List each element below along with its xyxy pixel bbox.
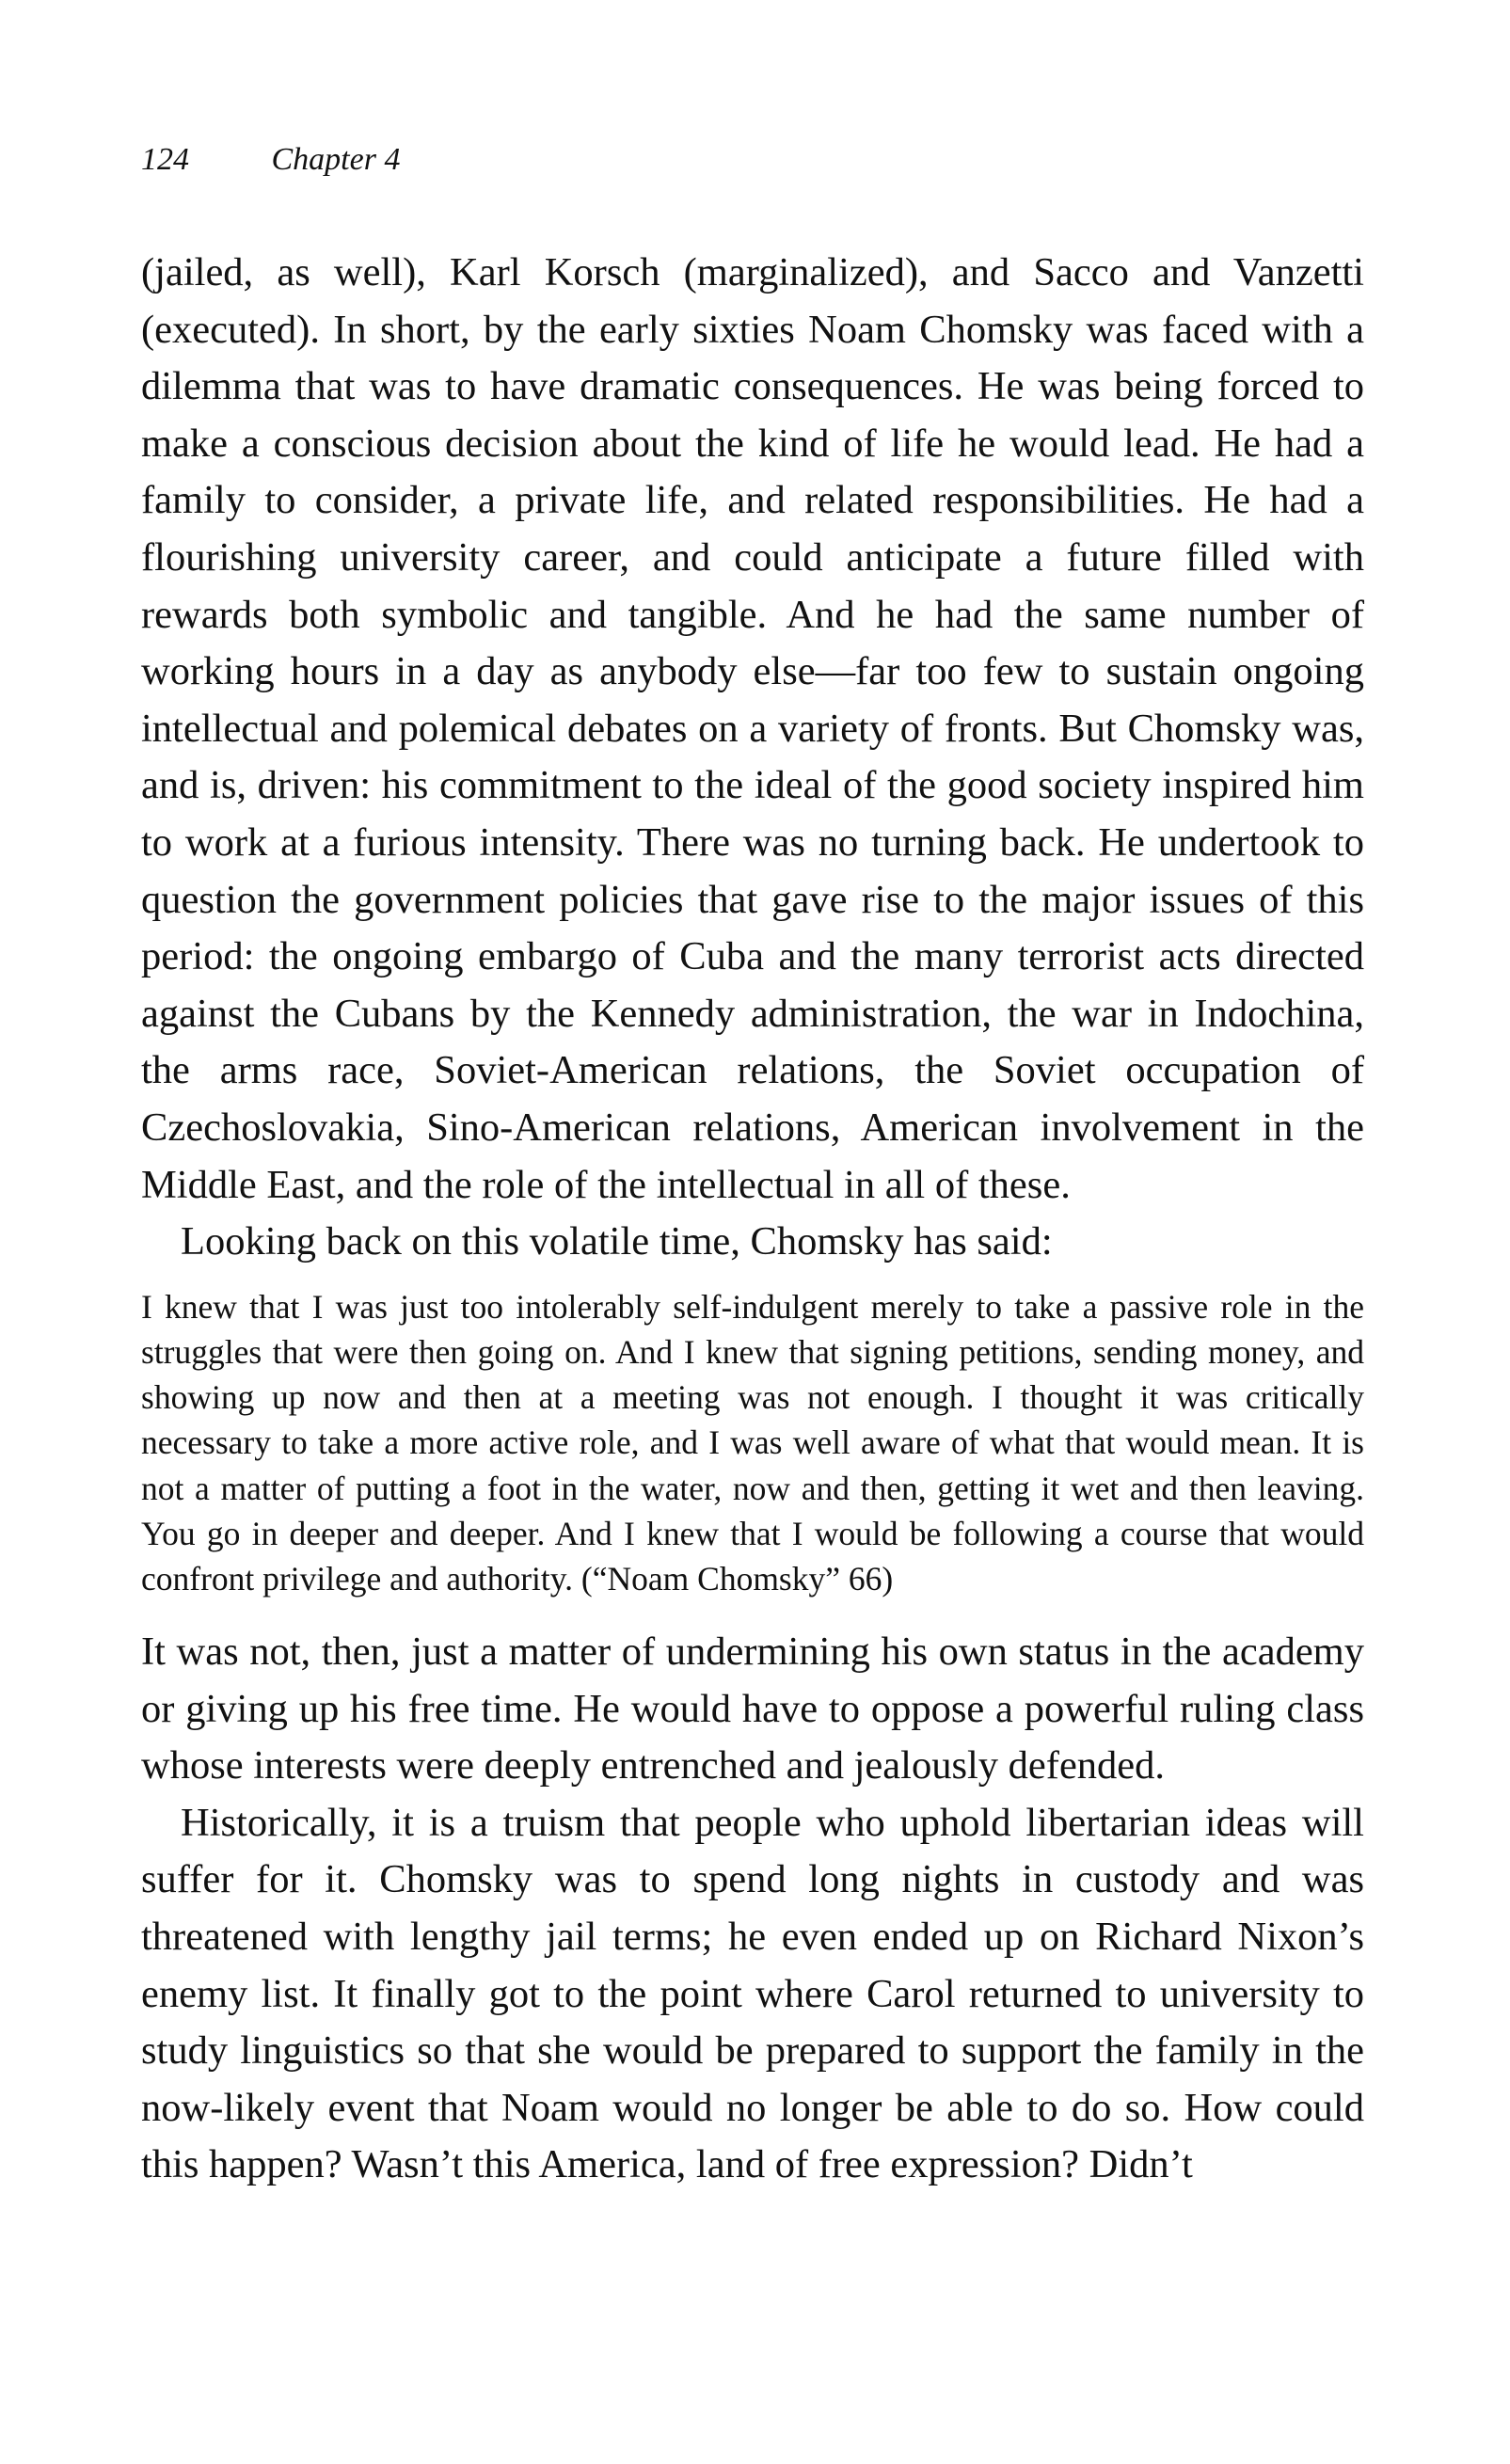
paragraph-2: Looking back on this volatile time, Chomsky has said: — [181, 1219, 1053, 1264]
paragraph-1: (jailed, as well), Karl Korsch (marginalized), and Sacco and Vanzetti (executed). In short, by the early sixties Noam Chomsky was faced with a dilemma that was to have dramatic consequences. He was being forced to make a conscious decision about the kind of life he would lead. He had a family to consider, a private life, and related responsibilities. He had a flourishing university career, and could anticipate a future filled with rewards both symbolic and tangible. And he had the same number of working hours in a day as anybody else—far too few to sustain ongoing intellectual and polemical debates on a variety of fronts. But Chomsky was, and is, driven: his commitment to the ideal of the good society inspired him to work at a furious intensity. There was no turning back. He undertook to question the government policies that gave rise to the major issues of this period: the ongoing embargo of Cuba and the many terrorist acts directed against the Cubans by the Kennedy administration, the war in Indochina, the arms race, Soviet-American relations, the Soviet occupation of Czechoslovakia, Sino-American relations, American involvement in the Middle East, and the role of the intellectual in all of these. — [141, 250, 1364, 1207]
running-head — [141, 132, 1364, 188]
block-quote: I knew that I was just too intolerably self-indulgent merely to take a passive role in the struggles that were then going on. And I knew that signing petitions, sending money, and showing up now and then at a meeting was not enough. I thought it was critically necessary to take a more active role, and I was well aware of what that would mean. It is not a matter of putting a foot in the water, now and then, getting it wet and then leaving. You go in deeper and deeper. And I knew that I would be following a course that would confront privilege and authority. (“Noam Chomsky” 66) — [141, 1287, 1364, 1598]
book-page — [141, 132, 1364, 2194]
paragraph-3: It was not, then, just a matter of undermining his own status in the academy or giving up his free time. He would have to oppose a powerful ruling class whose interests were deeply entrenched and jealously defended. — [141, 1629, 1364, 1788]
page-number: 124 — [141, 142, 189, 177]
paragraph-4: Historically, it is a truism that people who uphold libertarian ideas will suffer for it. Chomsky was to spend long nights in custody and was threatened with lengthy jail terms; he even ended up on Richard Nixon’s enemy list. It finally got to the point where Carol returned to university to study linguistics so that she would be prepared to support the family in the now-likely event that Noam would no longer be able to do so. How could this happen? Wasn’t this America, land of free expression? Didn’t — [141, 1800, 1364, 2187]
chapter-label: Chapter 4 — [271, 142, 401, 177]
